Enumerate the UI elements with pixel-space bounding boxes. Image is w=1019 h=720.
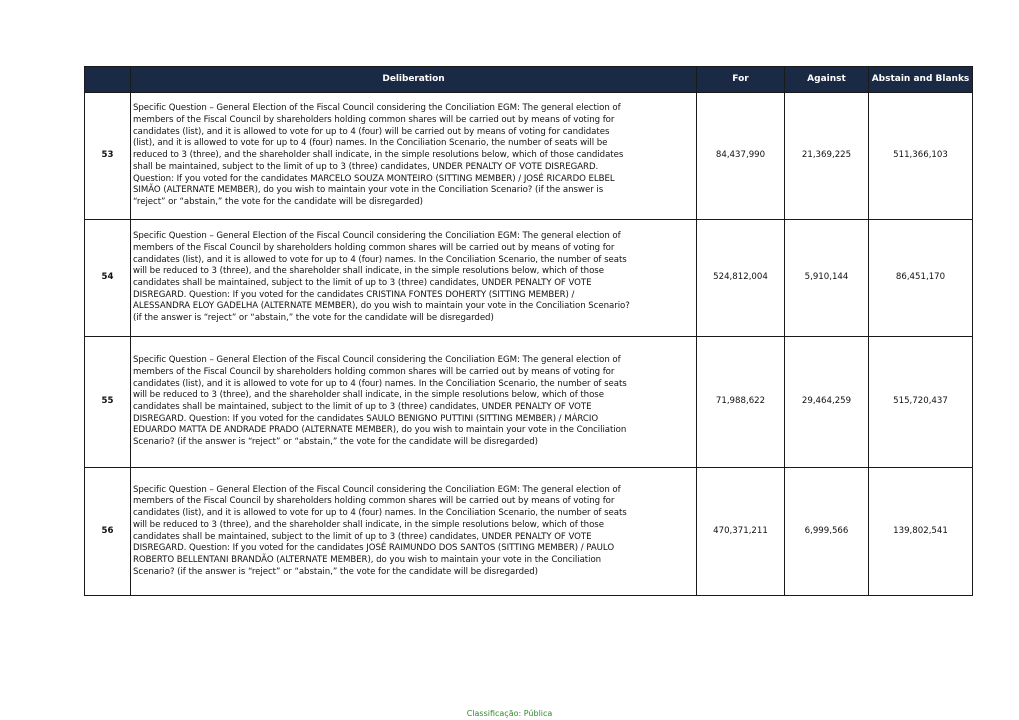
voting-results-table <box>84 66 973 596</box>
for-votes: 524,812,004 <box>697 220 785 337</box>
header-number <box>85 67 131 93</box>
deliberation-cell <box>131 468 697 596</box>
deliberation-text: Specific Question – General Election of the Fiscal Council considering the Conciliation EGM: The general election of members of the Fiscal Council by shareholders holding common shares will be carried out by means of voting for candidates (list), and it is allowed to vote for up to 4 (four) names. In the Conciliation Scenario, the number of seats will be reduced to 3 (three), and the shareholder shall indicate, in the simple resolutions below, which of those candidates shall be maintained, subject to the limit of up to 3 (three) candidates, UNDER PENALTY OF VOTE DISREGARD. Question: If you voted for the candidates SAULO BENIGNO PUTTINI (SITTING MEMBER) / MÁRCIO EDUARDO MATTA DE ANDRADE PRADO (ALTERNATE MEMBER), do you wish to maintain your vote in the Conciliation Scenario? (if the answer is “reject” or “abstain,” the vote for the candidate will be disregarded) <box>133 355 627 448</box>
abstain-votes: 86,451,170 <box>869 220 973 337</box>
header-deliberation: Deliberation <box>131 67 697 93</box>
row-number: 55 <box>85 337 131 468</box>
abstain-votes: 515,720,437 <box>869 337 973 468</box>
table-row <box>85 93 973 220</box>
against-votes: 21,369,225 <box>785 93 869 220</box>
header-against: Against <box>785 67 869 93</box>
against-votes: 5,910,144 <box>785 220 869 337</box>
row-number: 54 <box>85 220 131 337</box>
for-votes: 470,371,211 <box>697 468 785 596</box>
against-votes: 29,464,259 <box>785 337 869 468</box>
deliberation-text: Specific Question – General Election of the Fiscal Council considering the Conciliation EGM: The general election of members of the Fiscal Council by shareholders holding common shares will be carried out by means of voting for candidates (list), and it is allowed to vote for up to 4 (four) names. In the Conciliation Scenario, the number of seats will be reduced to 3 (three), and the shareholder shall indicate, in the simple resolutions below, which of those candidates shall be maintained, subject to the limit of up to 3 (three) candidates, UNDER PENALTY OF VOTE DISREGARD. Question: If you voted for the candidates CRISTINA FONTES DOHERTY (SITTING MEMBER) / ALESSANDRA ELOY GADELHA (ALTERNATE MEMBER), do you wish to maintain your vote in the Conciliation Scenario? (if the answer is “reject” or “abstain,” the vote for the candidate will be disregarded) <box>133 231 630 324</box>
header-for: For <box>697 67 785 93</box>
header-abstain: Abstain and Blanks <box>869 67 973 93</box>
deliberation-text: Specific Question – General Election of the Fiscal Council considering the Conciliation EGM: The general election of members of the Fiscal Council by shareholders holding common shares will be carried out by means of voting for candidates (list), and it is allowed to vote for up to 4 (four) names. In the Conciliation Scenario, the number of seats will be reduced to 3 (three), and the shareholder shall indicate, in the simple resolutions below, which of those candidates shall be maintained, subject to the limit of up to 3 (three) candidates, UNDER PENALTY OF VOTE DISREGARD. Question: If you voted for the candidates JOSÉ RAIMUNDO DOS SANTOS (SITTING MEMBER) / PAULO ROBERTO BELLENTANI BRANDÃO (ALTERNATE MEMBER), do you wish to maintain your vote in the Conciliation Scenario? (if the answer is “reject” or “abstain,” the vote for the candidate will be disregarded) <box>133 484 627 577</box>
abstain-votes: 511,366,103 <box>869 93 973 220</box>
row-number: 53 <box>85 93 131 220</box>
classification-footer: Classificação: Pública <box>466 709 553 718</box>
against-votes: 6,999,566 <box>785 468 869 596</box>
table-header-row <box>85 67 973 93</box>
deliberation-text: Specific Question – General Election of the Fiscal Council considering the Conciliation EGM: The general election of members of the Fiscal Council by shareholders holding common shares will be carried out by means of voting for candidates (list), and it is allowed to vote for up to 4 (four) will be carried out by means of voting for candidates (list), and it is allowed to vote for up to 4 (four) names. In the Conciliation Scenario, the number of seats will be reduced to 3 (three), and the shareholder shall indicate, in the simple resolutions below, which of those candidates shall be maintained, subject to the limit of up to 3 (three) candidates, UNDER PENALTY OF VOTE DISREGARD. Question: If you voted for the candidates MARCELO SOUZA MONTEIRO (SITTING MEMBER) / JOSÉ RICARDO ELBEL SIMÃO (ALTERNATE MEMBER), do you wish to maintain your vote in the Conciliation Scenario? (if the answer is “reject” or “abstain,” the vote for the candidate will be disregarded) <box>133 103 624 207</box>
for-votes: 71,988,622 <box>697 337 785 468</box>
table-row <box>85 468 973 596</box>
for-votes: 84,437,990 <box>697 93 785 220</box>
abstain-votes: 139,802,541 <box>869 468 973 596</box>
deliberation-cell <box>131 220 697 337</box>
deliberation-cell <box>131 337 697 468</box>
table-row <box>85 220 973 337</box>
deliberation-cell <box>131 93 697 220</box>
row-number: 56 <box>85 468 131 596</box>
table-row <box>85 337 973 468</box>
